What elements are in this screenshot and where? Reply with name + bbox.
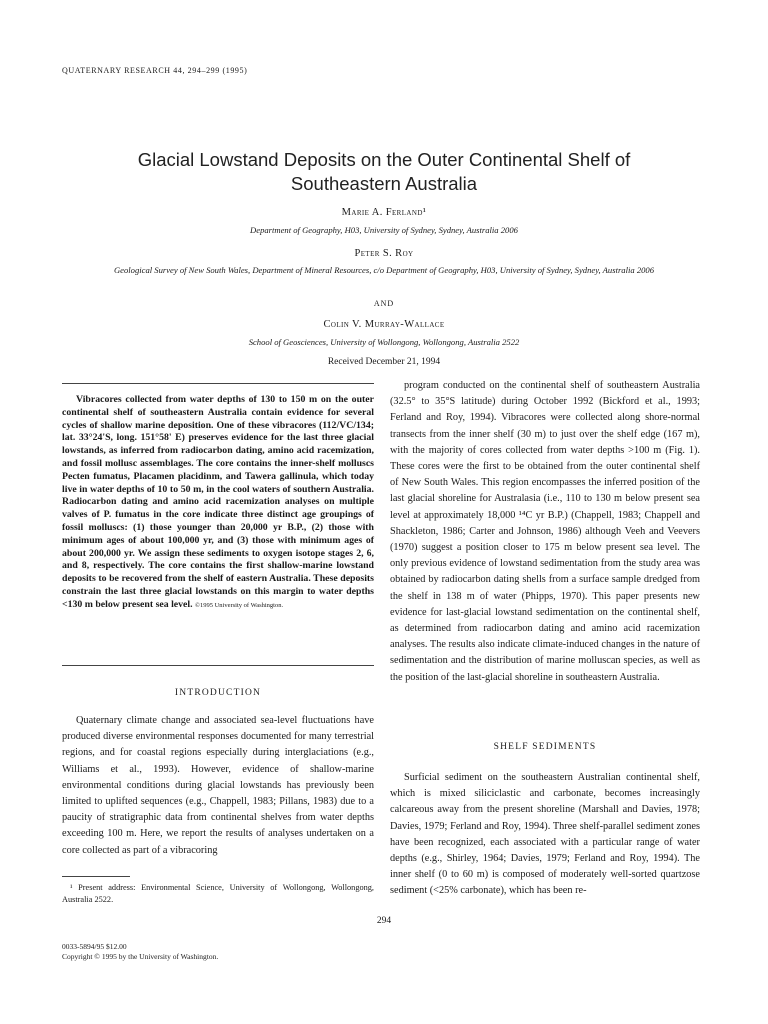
article-title: Glacial Lowstand Deposits on the Outer Continental Shelf of Southeastern Australia <box>137 149 631 194</box>
abstract-copyright: ©1995 University of Washington. <box>195 601 284 609</box>
author-name: Peter S. Roy <box>354 248 414 259</box>
introduction-text: Quaternary climate change and associated sea-level fluctuations have produced diverse environmental responses documented for many terrestrial regions, and for coastal regions especially during interglaciations (e.g., Williams et al., 1993). However, evidence of shallow-marine environmental conditions during glacial lowstands has previously been limited to uplifted sequences (e.g., Chappell, 1983; Pillans, 1983) due to a paucity of stratigraphic data from continental shelves from water depths exceeding 100 m. Here, we report the results of analyses undertaken on a core collected as part of a vibracoring <box>62 715 374 856</box>
abstract-text: Vibracores collected from water depths of 130 to 150 m on the outer continental shelf of southeastern Australia contain evidence for several cycles of shallow marine deposition. One of these vibracores (112/VC/134; lat. 33°24'S, long. 151°58' E) preserves evidence for the last three glacial lowstands, as inferred from radiocarbon dating, amino acid racemization, and fossil mollusc assemblages. The core contains the inner-shelf molluscs Pecten fumatus, Placamen placidinm, and Tawera gallinula, which today live in water depths of 10 to 50 m, in the cool waters of southern Australia. Radiocarbon dating and amino acid racemization analyses on multiple valves of P. fumatus in the core indicate three distinct age groupings of fossil molluscs: (1) those younger than 20,000 yr B.P., (2) those with minimum ages of about 100,000 yr, and (3) those with minimum ages of about 200,000 yr. We assign these sediments to oxygen isotope stages 2, 6, and 8, respectively. The core contains the first shallow-marine lowstand deposits to be recovered from the shelf of eastern Australia. These deposits constrain the last three glacial lowstands on this margin to water depths <130 m below present sea level. <box>62 394 374 610</box>
and-separator: AND <box>373 299 395 308</box>
received-date: Received December 21, 1994 <box>327 357 441 367</box>
author-name: Marie A. Ferland¹ <box>341 207 427 218</box>
page-number: 294 <box>376 916 392 926</box>
copyright-holder: Copyright © 1995 by the University of Washington. <box>62 952 219 961</box>
abstract <box>62 394 374 613</box>
author-affiliation: School of Geosciences, University of Wollongong, Wollongong, Australia 2522 <box>248 337 520 347</box>
footnote: ¹ Present address: Environmental Science, University of Wollongong, Wollongong, Australia 2522. <box>62 883 374 904</box>
footnote-rule <box>62 876 130 877</box>
abstract-bottom-rule <box>62 665 374 666</box>
copyright-price: 0033-5894/95 $12.00 <box>62 942 127 951</box>
shelf-sediments-text: Surficial sediment on the southeastern Australian continental shelf, which is mixed siliciclastic and carbonate, becomes increasingly calcareous away from the present shoreline (Marshall and Davies, 1978; Davies, 1979; Ferland and Roy, 1994). Three shelf-parallel sediment zones have been recognized, each associated with a particular range of water depths (e.g., Shirley, 1964; Davies, 1979; Ferland and Roy, 1994). The inner shelf (0 to 60 m) is composed of moderately well-sorted quartzose sediment (<25% carbonate), which has been re- <box>390 772 700 897</box>
copyright-notice <box>62 942 218 962</box>
journal-citation: QUATERNARY RESEARCH 44, 294–299 (1995) <box>62 66 248 75</box>
author-name: Colin V. Murray-Wallace <box>323 319 445 330</box>
section-heading-introduction: INTRODUCTION <box>174 688 262 698</box>
section-heading-shelf-sediments: SHELF SEDIMENTS <box>493 742 597 752</box>
author-affiliation: Department of Geography, H03, University of Sydney, Sydney, Australia 2006 <box>250 225 518 235</box>
abstract-top-rule <box>62 383 374 384</box>
author-affiliation: Geological Survey of New South Wales, Department of Mineral Resources, c/o Department of Geography, H03, University of Sydney, Sydney, Australia 2006 <box>113 265 655 275</box>
right-column-text: program conducted on the continental shelf of southeastern Australia (32.5° to 35°S latitude) during October 1992 (Bickford et al., 1993; Ferland and Roy, 1994). Vibracores were collected along shore-normal transects from the inner shelf (30 m) to just over the shelf edge (167 m), with the majority of cores collected from water depths >100 m (Fig. 1). These cores were the first to be obtained from the outer continental shelf of New South Wales. This region encompasses the inferred position of the last glacial shoreline for Australasia (i.e., 110 to 130 m below present sea level at approximately 18,000 ¹⁴C yr B.P.) (Chappell, 1983; Chappell and Shackleton, 1986; Carter and Johnson, 1986) although Veeh and Veevers (1970) suggest a position closer to 175 m below present sea level. The only previous evidence of lowstand sedimentation from the study area was obtained by radiocarbon dating shells from a surface sample dredged from the shelf in 138 m of water (Phipps, 1970). This paper presents new evidence for last-glacial lowstand sedimentation on the continental shelf, as determined from radiocarbon dating and amino acid racemization analyses. The results also indicate climate-induced changes in the nature of sedimentation and the distribution of marine molluscan species, as well as the position of the last-glacial shoreline in southeastern Australia. <box>390 380 700 683</box>
